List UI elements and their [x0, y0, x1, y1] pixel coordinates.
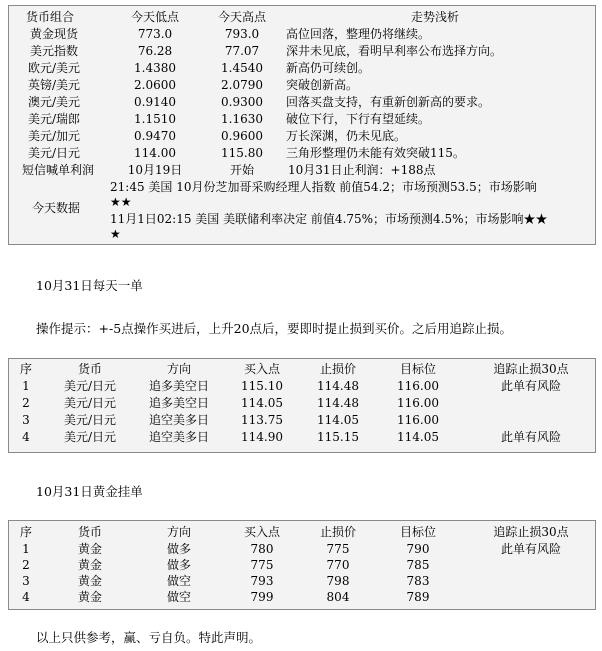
market-analysis: 破位下行，下行有望延续。 — [286, 112, 431, 126]
fx-row-index: 2 — [22, 396, 30, 410]
gold-row-risk-note — [476, 590, 586, 605]
gold-title: 10月31日黄金挂单 — [36, 484, 143, 499]
fx-row-stop: 114.05 — [317, 413, 359, 427]
event-line: 11月1日02:15 美国 美联储利率决定 前值4.75%；市场预测4.5%；市场影响★★ — [110, 212, 548, 226]
market-low: 76.28 — [137, 44, 173, 58]
gold-row-entry: 780 — [250, 542, 274, 556]
gold-header-entry: 买入点 — [243, 525, 280, 539]
header-analysis: 走势浅析 — [410, 10, 459, 24]
gold-row-entry: 793 — [250, 574, 274, 588]
gold-row-entry: 775 — [250, 558, 274, 572]
gold-header-index: 序 — [19, 525, 32, 539]
market-analysis: 突破创新高。 — [286, 78, 359, 92]
event-line: 21:45 美国 10月份芝加哥采购经理人指数 前值54.2；市场预测53.5；市场影响 — [110, 180, 537, 194]
profit-label: 短信喊单利润 — [21, 163, 94, 177]
gold-row-stop: 798 — [326, 574, 350, 588]
gold-row-stop: 775 — [326, 542, 350, 556]
market-pair: 美元/日元 — [27, 146, 81, 160]
fx-row-risk-note: 此单有风险 — [500, 379, 561, 393]
event-stars: ★★ — [110, 195, 132, 209]
fx-row-entry: 115.10 — [241, 379, 283, 393]
market-analysis: 回落买盘支持，有重新创新高的要求。 — [286, 95, 491, 109]
market-high: 115.80 — [221, 146, 263, 160]
fx-header-index: 序 — [19, 362, 32, 376]
gold-row-entry: 799 — [250, 590, 274, 604]
market-pair: 英镑/美元 — [27, 78, 81, 92]
market-pair: 美元指数 — [29, 44, 78, 58]
event-stars: ★ — [110, 227, 121, 241]
gold-header-direction: 方向 — [166, 525, 191, 539]
fx-row-direction: 追多美空日 — [148, 396, 209, 410]
gold-row-currency: 黄金 — [77, 574, 102, 588]
profit-start-label: 开始 — [229, 163, 254, 177]
gold-row-direction: 做多 — [166, 558, 191, 572]
market-high: 0.9600 — [221, 129, 263, 143]
gold-row-direction: 做空 — [166, 590, 191, 604]
gold-row-stop: 770 — [326, 558, 350, 572]
gold-header-currency: 货币 — [77, 525, 102, 539]
fx-row-direction: 追多美空日 — [148, 379, 209, 393]
gold-row-risk-note: 此单有风险 — [500, 542, 561, 556]
market-analysis: 新高仍可续创。 — [286, 61, 371, 75]
market-low: 1.1510 — [134, 112, 176, 126]
gold-row-currency: 黄金 — [77, 558, 102, 572]
market-pair: 欧元/美元 — [27, 61, 81, 75]
operation-tip: 操作提示：+-5点操作买进后，上升20点后，要即时提止损到买价。之后用追踪止损。 — [36, 321, 513, 336]
market-low: 0.9140 — [134, 95, 176, 109]
fx-row-index: 3 — [22, 413, 30, 427]
gold-row-index: 2 — [22, 558, 30, 572]
daily-title: 10月31日每天一单 — [36, 278, 143, 293]
fx-header-currency: 货币 — [77, 362, 102, 376]
gold-row-target: 783 — [406, 574, 430, 588]
fx-row-risk-note: 此单有风险 — [500, 430, 561, 444]
gold-row-stop: 804 — [326, 590, 350, 604]
gold-row-currency: 黄金 — [77, 590, 102, 604]
fx-row-target: 116.00 — [397, 413, 439, 427]
market-analysis: 万长深渊，仍未见底。 — [286, 129, 407, 143]
gold-row-target: 789 — [406, 590, 430, 604]
fx-row-entry: 114.90 — [241, 430, 283, 444]
fx-row-index: 4 — [22, 430, 30, 444]
gold-row-target: 785 — [406, 558, 430, 572]
fx-row-entry: 114.05 — [241, 396, 283, 410]
gold-row-index: 3 — [22, 574, 30, 588]
profit-start-date: 10月19日 — [127, 163, 183, 177]
gold-row-target: 790 — [406, 542, 430, 556]
today-data-label: 今天数据 — [32, 201, 81, 215]
market-analysis: 三角形整理仍未能有效突破115。 — [286, 146, 465, 160]
fx-row-direction: 追空美多日 — [148, 430, 209, 444]
market-low: 0.9470 — [134, 129, 176, 143]
fx-row-risk-note — [476, 413, 586, 428]
market-low: 773.0 — [137, 27, 173, 41]
market-high: 77.07 — [224, 44, 260, 58]
market-pair: 黄金现货 — [29, 27, 78, 41]
header-high: 今天高点 — [217, 10, 266, 24]
market-high: 0.9300 — [221, 95, 263, 109]
fx-row-risk-note — [476, 396, 586, 411]
fx-row-direction: 追空美多日 — [148, 413, 209, 427]
fx-row-entry: 113.75 — [241, 413, 283, 427]
gold-row-direction: 做多 — [166, 542, 191, 556]
market-pair: 澳元/美元 — [27, 95, 81, 109]
fx-header-target: 目标位 — [399, 362, 436, 376]
market-high: 1.1630 — [221, 112, 263, 126]
gold-row-risk-note — [476, 574, 586, 589]
market-analysis: 深井未见底，看明早利率公布选择方向。 — [286, 44, 503, 58]
fx-row-currency: 美元/日元 — [63, 396, 117, 410]
gold-header-trailing: 追踪止损30点 — [493, 525, 569, 539]
market-high: 793.0 — [224, 27, 260, 41]
fx-row-currency: 美元/日元 — [63, 379, 117, 393]
fx-header-entry: 买入点 — [243, 362, 280, 376]
gold-header-target: 目标位 — [399, 525, 436, 539]
gold-row-index: 4 — [22, 590, 30, 604]
fx-row-target: 116.00 — [397, 379, 439, 393]
market-analysis: 高位回落，整理仍将继续。 — [286, 27, 431, 41]
fx-header-direction: 方向 — [166, 362, 191, 376]
fx-row-currency: 美元/日元 — [63, 413, 117, 427]
market-low: 114.00 — [134, 146, 176, 160]
fx-row-target: 114.05 — [397, 430, 439, 444]
market-high: 1.4540 — [221, 61, 263, 75]
gold-header-stop: 止损价 — [319, 525, 356, 539]
fx-row-target: 116.00 — [397, 396, 439, 410]
fx-row-index: 1 — [22, 379, 30, 393]
market-high: 2.0790 — [221, 78, 263, 92]
gold-row-direction: 做空 — [166, 574, 191, 588]
market-pair: 美元/加元 — [27, 129, 81, 143]
header-low: 今天低点 — [130, 10, 179, 24]
fx-header-stop: 止损价 — [319, 362, 356, 376]
gold-row-index: 1 — [22, 542, 30, 556]
fx-row-stop: 114.48 — [317, 379, 359, 393]
fx-row-currency: 美元/日元 — [63, 430, 117, 444]
market-low: 2.0600 — [134, 78, 176, 92]
gold-row-risk-note — [476, 558, 586, 573]
market-low: 1.4380 — [134, 61, 176, 75]
disclaimer: 以上只供参考，赢、亏自负。特此声明。 — [36, 630, 262, 645]
gold-row-currency: 黄金 — [77, 542, 102, 556]
fx-row-stop: 115.15 — [317, 430, 359, 444]
header-currency-pair: 货币组合 — [25, 10, 74, 24]
fx-row-stop: 114.48 — [317, 396, 359, 410]
profit-summary: 10月31日止利润：+188点 — [288, 163, 436, 177]
market-pair: 美元/瑞郎 — [27, 112, 81, 126]
fx-header-trailing: 追踪止损30点 — [493, 362, 569, 376]
